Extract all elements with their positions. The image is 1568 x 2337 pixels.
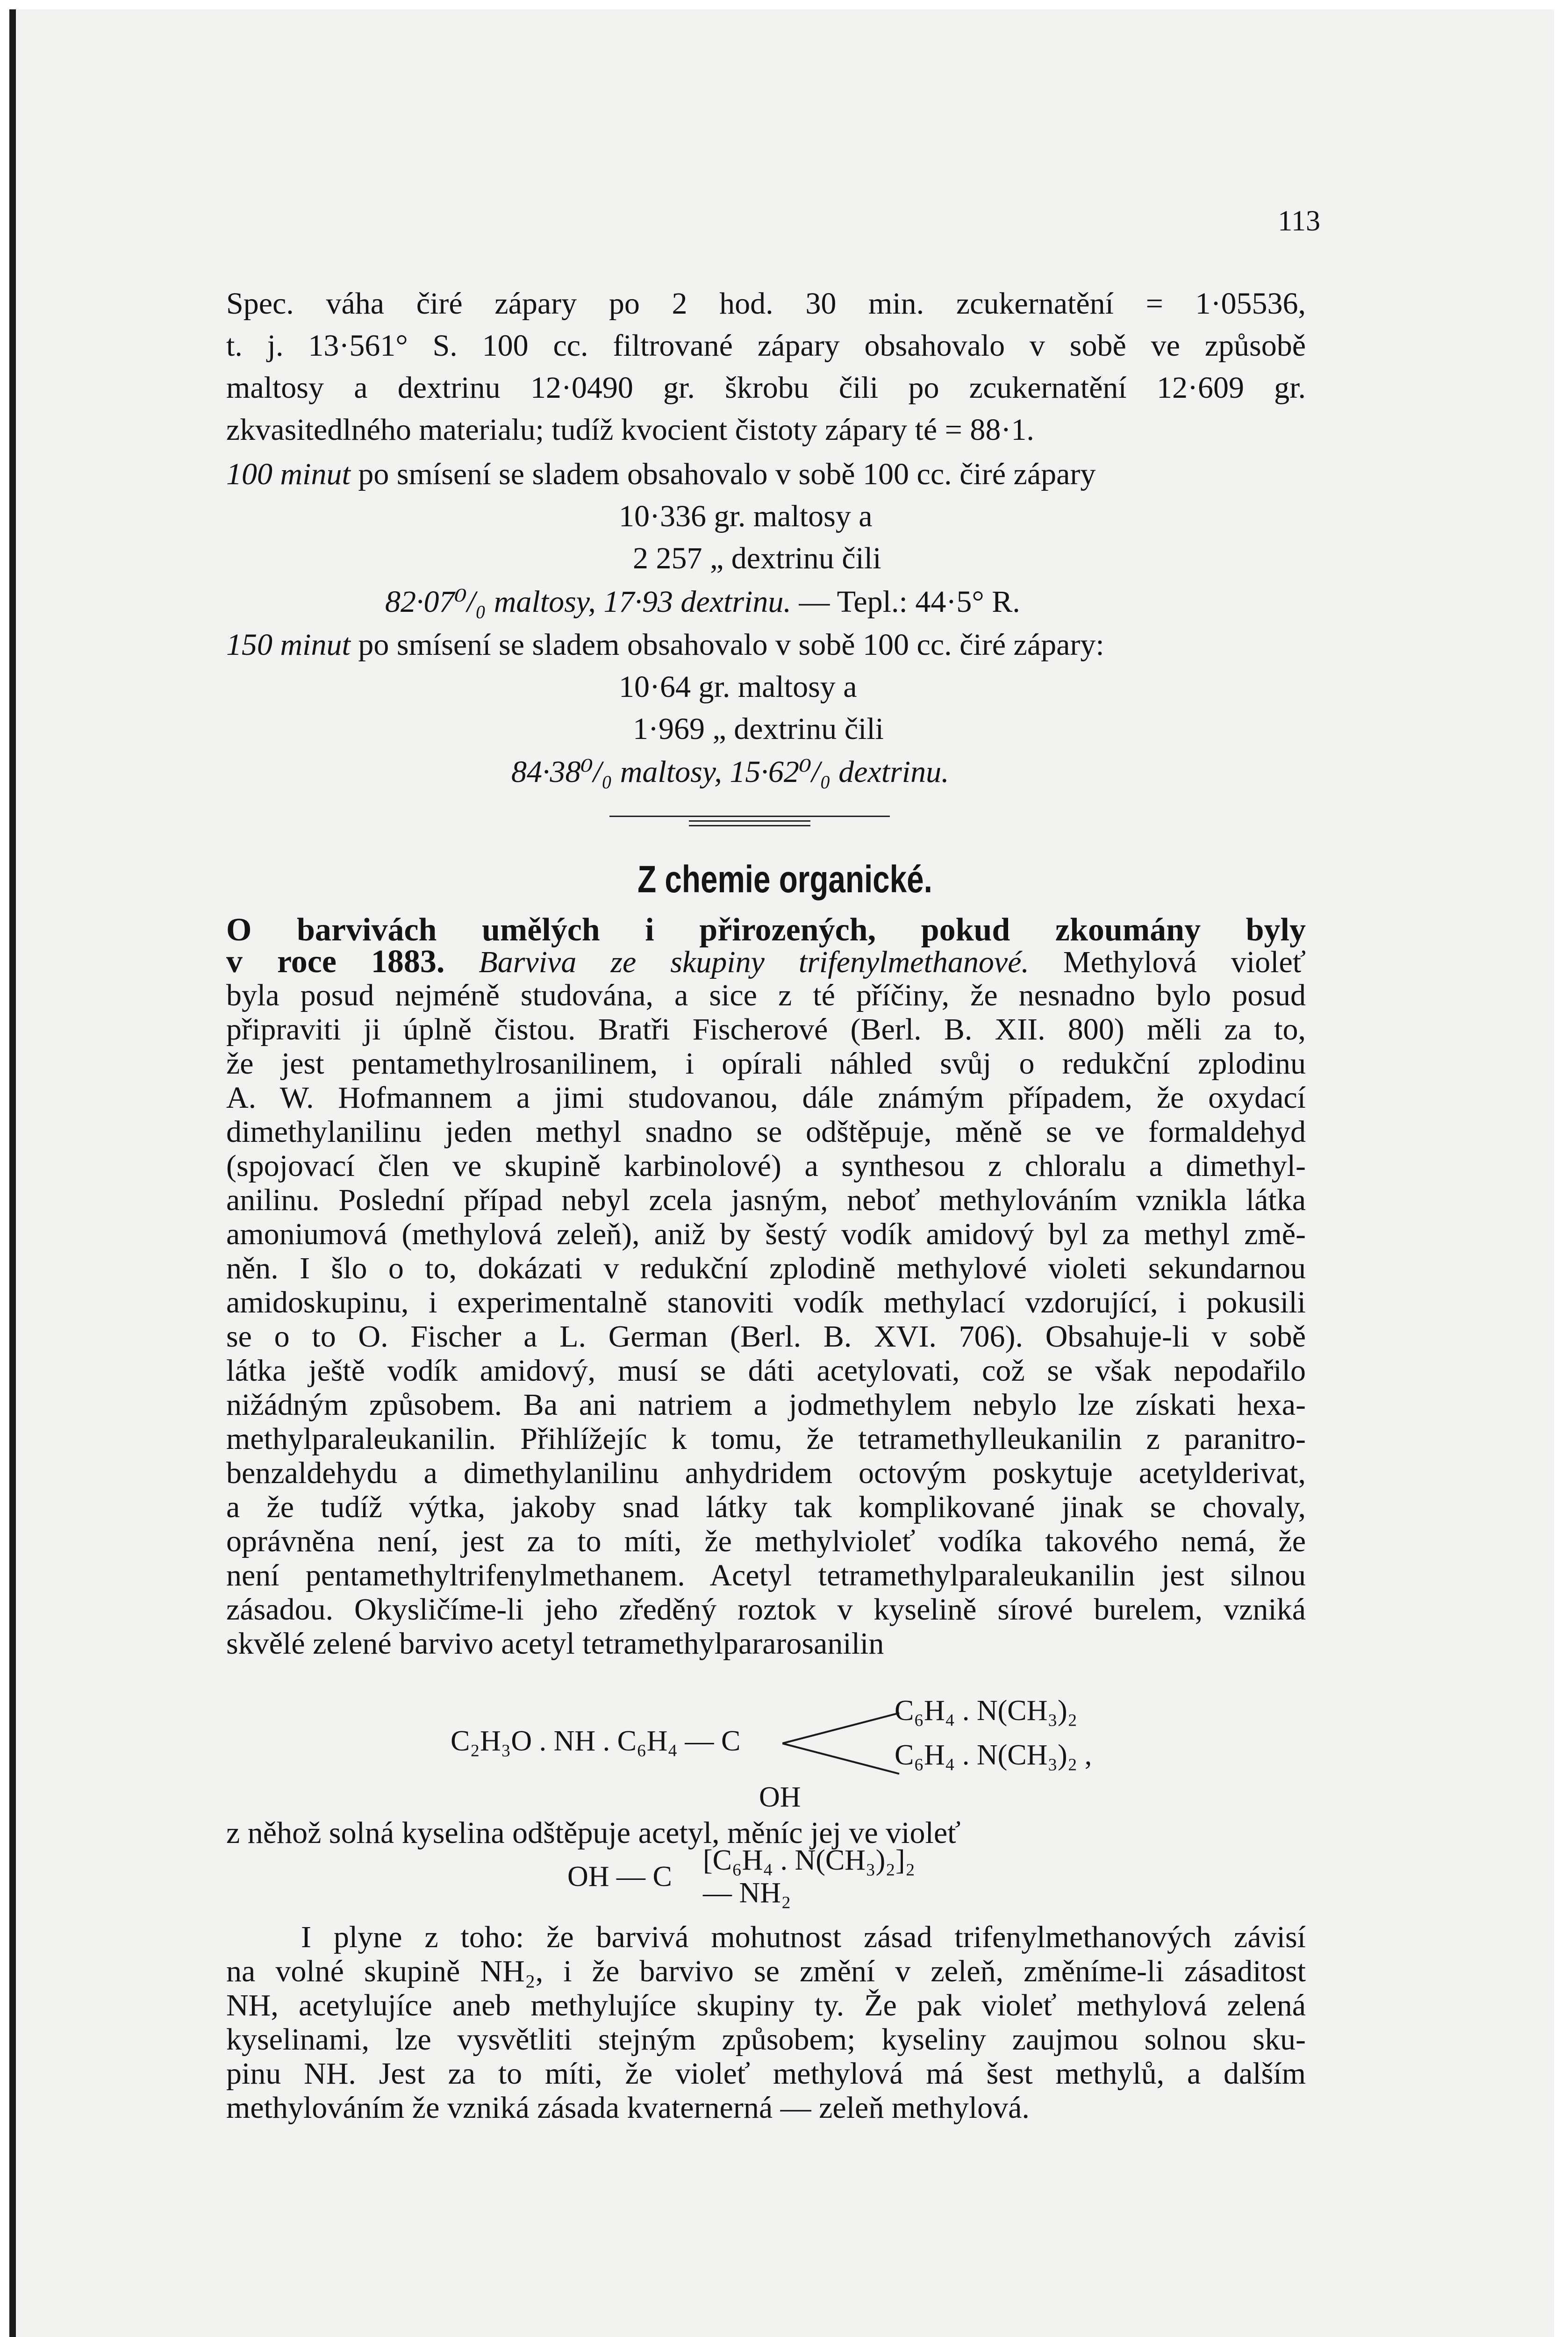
paragraph-line: I plyne z toho: že barvivá mohutnost zásad trifenylmethanových závisí [301,1920,1306,1954]
paragraph-line: oprávněna není, jest za to míti, že methylvioleť vodíka takového nemá, že [226,1524,1306,1558]
text-fragment: Methylová violeť [1063,945,1306,979]
divider-rule [609,816,890,817]
text-line: t. j. 13·561° S. 100 cc. filtrované zápary obsahovalo v sobě ve způsobě [226,329,1306,363]
paragraph-line: anilinu. Poslední případ nebyl zcela jasným, neboť methylováním vznikla látka [226,1183,1306,1217]
page-number: 113 [1278,205,1320,237]
dextrin-value: 2 257 „ dextrinu čili [633,541,881,575]
formula-hydroxyl: OH [759,1781,801,1813]
paragraph-line: není pentamethyltrifenylmethanem. Acetyl tetramethylparaleukanilin jest silnou [226,1558,1306,1592]
paragraph-line: A. W. Hofmannem a jimi studovanou, dále známým případem, že oxydací [226,1081,1306,1115]
formula-bonds [782,1697,904,1790]
time-label: 150 minut [226,628,351,662]
dextrin-value: 1·969 „ dextrinu čili [633,712,884,746]
formula-left: OH — C [567,1861,672,1893]
text-line [226,626,1104,664]
text-line: maltosy a dextrinu 12·0490 gr. škrobu čili po zcukernatění 12·609 gr. [226,371,1306,405]
paragraph-line: byla posud nejméně studována, a sice z té příčiny, že nesnadno bylo posud [226,978,1306,1012]
paragraph-line: methylparaleukanilin. Přihlížejíc k tomu, že tetramethylleukanilin z paranitro- [226,1422,1306,1456]
text-line: Spec. váha čiré zápary po 2 hod. 30 min. zcukernatění = 1·05536, [226,287,1306,321]
maltose-value: 10·336 gr. maltosy a [619,499,873,533]
paragraph-line: benzaldehydu a dimethylanilinu anhydridem octovým poskytuje acetylderivat, [226,1456,1306,1490]
paragraph-line: skvělé zelené barvivo acetyl tetramethylpararosanilin [226,1627,884,1661]
article-title-line2 [226,943,1306,981]
formula-upper: [C₆H₄ . N(CH₃)₂]₂ [703,1844,916,1876]
formula-left: C₂H₃O . NH . C₆H₄ — C [451,1725,741,1757]
year-label: v roce 1883. [226,944,445,980]
divider-rule [689,820,810,822]
paragraph-line: něn. I šlo o to, dokázati v redukční zplodině methylové violeti sekundarnou [226,1251,1306,1285]
article-title: O barvivách umělých i přirozených, pokud zkoumány byly [226,912,1306,948]
paragraph-line: amidoskupinu, i experimentalně stanoviti vodík methylací vzdorující, i pokusili [226,1285,1306,1319]
paragraph-line: NH, acetylujíce aneb methylujíce skupiny ty. Že pak violeť methylová zelená [226,1988,1306,2022]
paragraph-line: na volné skupině NH₂, i že barvivo se změní v zeleň, změníme-li zásaditost [226,1954,1306,1988]
percent-value: 82·07⁰/₀ maltosy, 17·93 dextrinu. [385,585,791,619]
formula-lower: C₆H₄ . N(CH₃)₂ , [895,1739,1092,1771]
formula-lower: — NH₂ [703,1877,791,1909]
document-page [9,9,1554,2337]
paragraph-line: (spojovací člen ve skupině karbinolové) a synthesou z chloralu a dimethyl- [226,1149,1306,1183]
paragraph-line: a že tudíž výtka, jakoby snad látky tak komplikované jinak se chovaly, [226,1490,1306,1524]
paragraph-line: amoniumová (methylová zeleň), aniž by šestý vodík amidový byl za methyl změ- [226,1217,1306,1251]
text-fragment: po smísení se sladem obsahovalo v sobě 100 cc. čiré zápary [358,457,1096,491]
paragraph-line: zásadou. Okysličíme-li jeho zředěný roztok v kyselině sírové burelem, vzniká [226,1592,1306,1627]
subsection-title: Barviva ze skupiny trifenylmethanové. [479,945,1029,979]
text-fragment: po smísení se sladem obsahovalo v sobě 100 cc. čiré zápary: [358,628,1104,662]
temperature: — Tepl.: 44·5° R. [799,585,1020,619]
text-line [226,456,1095,493]
paragraph-line: že jest pentamethylrosanilinem, i opírali náhled svůj o redukční zplodinu [226,1047,1306,1081]
divider-rule [689,825,810,826]
paragraph-line: nižádným způsobem. Ba ani natriem a jodmethylem nebylo lze získati hexa- [226,1388,1306,1422]
formula-upper: C₆H₄ . N(CH₃)₂ [895,1695,1078,1727]
paragraph-line: z něhož solná kyselina odštěpuje acetyl, měníc jej ve violeť [226,1816,961,1850]
maltose-value: 10·64 gr. maltosy a [619,670,857,704]
paragraph-line: pinu NH. Jest za to míti, že violeť methylová má šest methylů, a dalším [226,2057,1306,2091]
text-line: zkvasitedlného materialu; tudíž kvocient čistoty zápary té = 88·1. [226,413,1034,447]
paragraph-line: kyselinami, lze vysvětliti stejným způsobem; kyseliny zaujmou solnou sku- [226,2022,1306,2057]
paragraph-line: se o to O. Fischer a L. German (Berl. B. XVI. 706). Obsahuje-li v sobě [226,1319,1306,1354]
paragraph-line: látka ještě vodík amidový, musí se dáti acetylovati, což se však nepodařilo [226,1354,1306,1388]
percent-value: 84·38⁰/₀ maltosy, 15·62⁰/₀ dextrinu. [511,755,949,789]
paragraph-line: methylováním že vzniká zásada kvaternerná — zeleň methylová. [226,2091,1030,2125]
percent-line [385,583,1020,621]
paragraph-line: dimethylanilinu jeden methyl snadno se odštěpuje, měně se ve formaldehyd [226,1115,1306,1149]
section-title: Z chemie organické. [637,858,932,901]
time-label: 100 minut [226,457,351,491]
paragraph-line: připraviti ji úplně čistou. Bratři Fischerové (Berl. B. XII. 800) měli za to, [226,1012,1306,1047]
percent-line [511,753,949,791]
